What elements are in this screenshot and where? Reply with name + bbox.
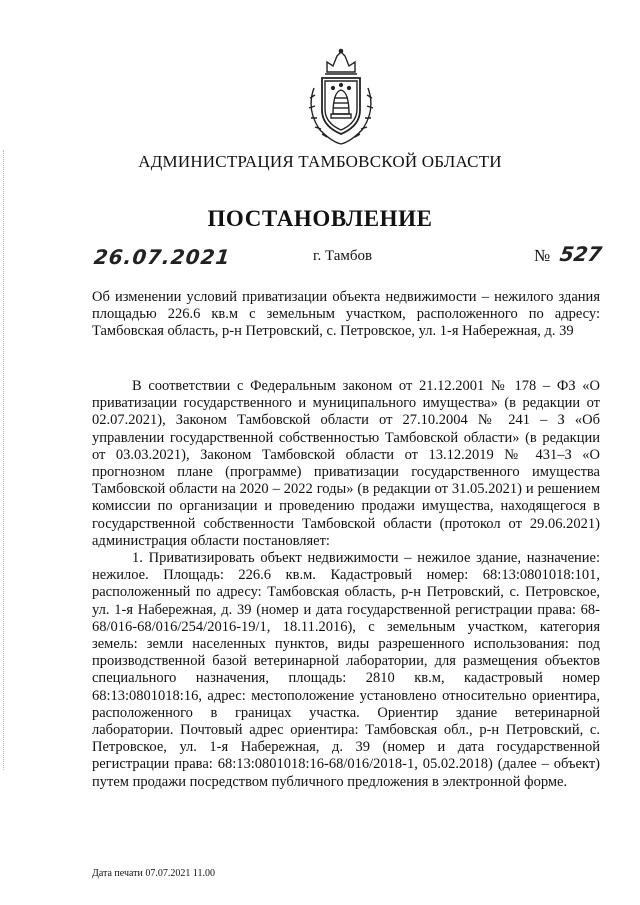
preamble-paragraph: В соответствии с Федеральным законом от 21.12.2001 № 178 – ФЗ «О приватизации государственного и муниципального имущества» (в редакции от 02.07.2021), Законом Тамбовской области от 27.10.2004 № 241 – З «Об управлении государственной собственностью Тамбовской области» (в редакции от 03.03.2021), Законом Тамбовской области от 13.12.2019 № 431–З «О прогнозном плане (программе) приватизации государственного имущества Тамбовской области на 2020 – 2022 годы» (в редакции от 31.05.2021) и решением комиссии по организации и проведению продажи имущества, находящегося в государственной собственности Тамбовской области (протокол от 29.06.2021) администрация области постановляет: bbox=[92, 378, 600, 549]
city-label: г. Тамбов bbox=[313, 248, 373, 264]
scan-margin-marks bbox=[3, 150, 6, 770]
handwritten-date: 26.07.2021 bbox=[92, 245, 232, 269]
document-type-title: ПОСТАНОВЛЕНИЕ bbox=[207, 206, 433, 231]
print-date-footer: Дата печати 07.07.2021 11.00 bbox=[92, 868, 216, 879]
tambov-coat-of-arms-icon bbox=[300, 48, 382, 146]
organization-name: АДМИНИСТРАЦИЯ ТАМБОВСКОЙ ОБЛАСТИ bbox=[138, 152, 502, 171]
item-1-paragraph: 1. Приватизировать объект недвижимости – нежилое здание, назначение: нежилое. Площадь: 226.6 кв.м. Кадастровый номер: 68:13:0801018:101, расположенный по адресу: Тамбовская область, р-н Петровский, с. Петровское, ул. 1-я Набережная, д. 39 (номер и дата государственной регистрации права: 68-68/016-68/016/254/2016-19/1, 18.11.2016), с земельным участком, категория земель: земли населенных пунктов, виды разрешенного использования: под производственной базой ветеринарной лаборатории, для размещения объектов специального назначения, площадь: 2810 кв.м, кадастровый номер 68:13:0801018:16, адрес: местоположение установлено относительно ориентира, расположенного в границах участка. Ориентир здание ветеринарной лаборатории. Почтовый адрес ориентира: Тамбовская обл., р-н Петровский, с. Петровское, ул. 1-я Набережная, д. 39 (номер и дата государственной регистрации права: 68:13:0801018:16-68/016/2018-1, 05.02.2018) (далее – объект) путем продажи посредством публичного предложения в электронной форме. bbox=[92, 550, 600, 790]
document-subject: Об изменении условий приватизации объекта недвижимости – нежилого здания площадью 226.6 кв.м с земельным участком, расположенного по адресу: Тамбовская область, р-н Петровский, с. Петровское, ул. 1-я Набережная, д. 39 bbox=[92, 289, 600, 339]
handwritten-document-number: 527 bbox=[558, 242, 604, 266]
document-number-label: № bbox=[534, 246, 551, 265]
document-body bbox=[92, 378, 600, 791]
